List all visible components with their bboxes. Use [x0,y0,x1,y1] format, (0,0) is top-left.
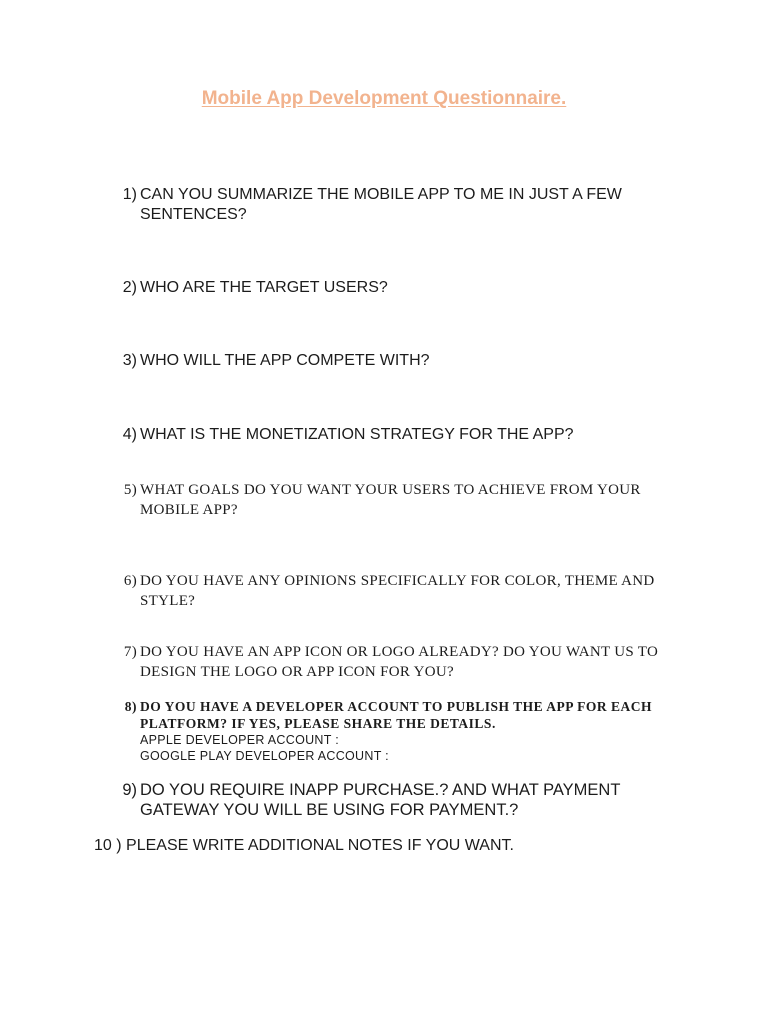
question-number: 2) [122,279,137,296]
question-number: 9) [122,781,137,799]
question-text: PLEASE WRITE ADDITIONAL NOTES IF YOU WANT. [126,837,514,854]
question-text: WHAT IS THE MONETIZATION STRATEGY FOR THE APP? [140,426,574,443]
question-number: 8) [124,699,137,714]
page-title: Mobile App Development Questionnaire. [201,88,567,109]
question-number: 3) [122,352,137,369]
google-play-developer-account-label: GOOGLE PLAY DEVELOPER ACCOUNT : [140,749,389,763]
question-10 [94,836,514,856]
question-text: DO YOU HAVE ANY OPINIONS SPECIFICALLY FOR COLOR, THEME AND STYLE? [140,573,655,609]
question-text: WHAT GOALS DO YOU WANT YOUR USERS TO ACHIEVE FROM YOUR MOBILE APP? [140,482,641,518]
question-number: 10 ) [94,837,122,854]
question-number: 7) [123,644,137,660]
question-text: CAN YOU SUMMARIZE THE MOBILE APP TO ME IN JUST A FEW SENTENCES? [140,186,622,223]
question-number: 5) [123,482,137,498]
question-text: DO YOU REQUIRE INAPP PURCHASE.? AND WHAT PAYMENT GATEWAY YOU WILL BE USING FOR PAYMENT.? [140,781,621,819]
question-text: WHO ARE THE TARGET USERS? [140,279,388,296]
question-number: 1) [122,186,137,203]
question-number: 6) [123,573,137,589]
question-text: DO YOU HAVE AN APP ICON OR LOGO ALREADY? DO YOU WANT US TO DESIGN THE LOGO OR APP ICON FOR YOU? [140,644,659,680]
apple-developer-account-label: APPLE DEVELOPER ACCOUNT : [140,733,339,747]
question-text-block [140,698,680,764]
question-text: WHO WILL THE APP COMPETE WITH? [140,352,430,369]
question-number: 4) [122,426,137,443]
question-text: DO YOU HAVE A DEVELOPER ACCOUNT TO PUBLISH THE APP FOR EACH PLATFORM? IF YES, PLEASE SHARE THE DETAILS. [140,699,652,731]
